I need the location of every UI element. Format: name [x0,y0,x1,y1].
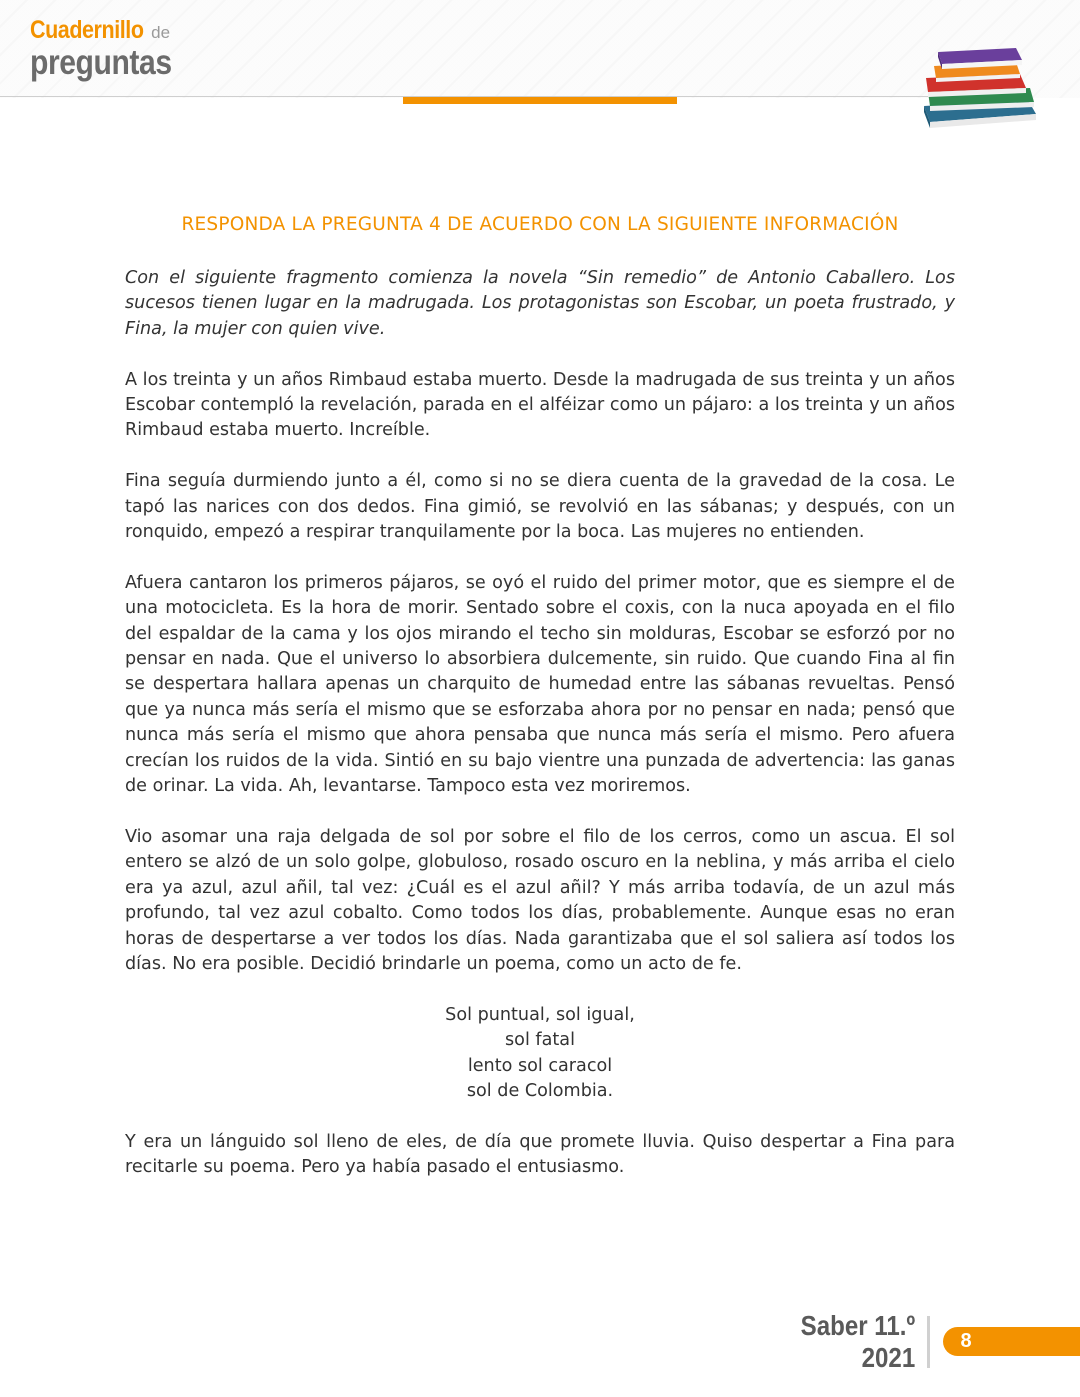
section-heading: RESPONDA LA PREGUNTA 4 DE ACUERDO CON LA SIGUIENTE INFORMACIÓN [181,214,899,235]
footer-exam-label [782,1310,915,1374]
paragraph-afuera: Afuera cantaron los primeros pájaros, se oyó el ruido del primer motor, que es siempre el de una motocicleta. Es la hora de morir. Sentado sobre el coxis, con la nuca apoyada en el filo del espaldar de la cama y los ojos mirando el techo sin molduras, Escobar se esforzó por no pensar en nada. Que el universo lo absorbiera dulcemente, sin ruido. Que cuando Fina al fin se despertara hallara apenas un charquito de humedad entre las sábanas revueltas. Pensó que ya nunca más sería el mismo que se esforzaba ahora por no pensar en nada; pensó que nunca más sería el mismo que ahora pensaba que nunca más sería el mismo. Pero afuera crecían los ruidos de la vida. Sintió en su bajo vientre una punzada de advertencia: las ganas de orinar. La vida. Ah, levantarse. Tampoco esta vez moriremos. [125,572,955,797]
stacked-books-icon [920,44,1040,130]
footer-divider [927,1316,930,1368]
paragraph-rimbaud: A los treinta y un años Rimbaud estaba muerto. Desde la madrugada de sus treinta y un años Escobar contempló la revelación, parada en el alféizar como un pájaro: a los treinta y un años Rimbaud estaba muerto. Increíble. [125,369,955,441]
closing-paragraph: Y era un lánguido sol lleno de eles, de día que promete lluvia. Quiso despertar a Fina para recitarle su poema. Pero ya había pasado el entusiasmo. [125,1131,955,1178]
page-number: 8 [960,1330,972,1352]
intro-paragraph: Con el siguiente fragmento comienza la novela “Sin remedio” de Antonio Caballero. Los sucesos tienen lugar en la madrugada. Los protagonistas son Escobar, un poeta frustrado, y Fina, la mujer con quien vive. [125,268,955,339]
page-header [0,0,1080,130]
header-accent-bar [403,97,677,104]
brand-title-bottom: preguntas [30,43,172,82]
footer-exam-year: 2021 [861,1342,915,1374]
brand-title-de: de [151,23,171,42]
reading-passage [125,266,955,1206]
poem-line: lento sol caracol [467,1055,613,1076]
paragraph-sol: Vio asomar una raja delgada de sol por sobre el filo de los cerros, como un ascua. El sol entero se alzó de un solo golpe, globuloso, rosado oscuro en la neblina, y más arriba el cielo era ya azul, azul añil, tal vez: ¿Cuál es el azul añil? Y más arriba todavía, de un azul más profundo, tal vez azul cobalto. Como todos los días, probablemente. Aunque esas no eran horas de despertarse a ver todos los días. Nada garantizaba que el sol saliera así todos los días. No era posible. Decidió brindarle un poema, como un acto de fe. [125,826,955,974]
brand-title-top: Cuadernillo [30,16,144,44]
poem-line: sol de Colombia. [466,1080,614,1101]
brand-logo [30,18,195,80]
poem [125,1003,955,1105]
poem-line: Sol puntual, sol igual, [445,1004,635,1025]
poem-line: sol fatal [505,1030,575,1051]
footer-exam-name: Saber 11.º [800,1310,915,1341]
page-number-badge [943,1327,1080,1356]
paragraph-fina: Fina seguía durmiendo junto a él, como si no se diera cuenta de la gravedad de la cosa. Le tapó las narices con dos dedos. Fina gimió, se revolvió en las sábanas; y después, con un ronquido, empezó a respirar tranquilamente por la boca. Las mujeres no entienden. [125,471,955,543]
